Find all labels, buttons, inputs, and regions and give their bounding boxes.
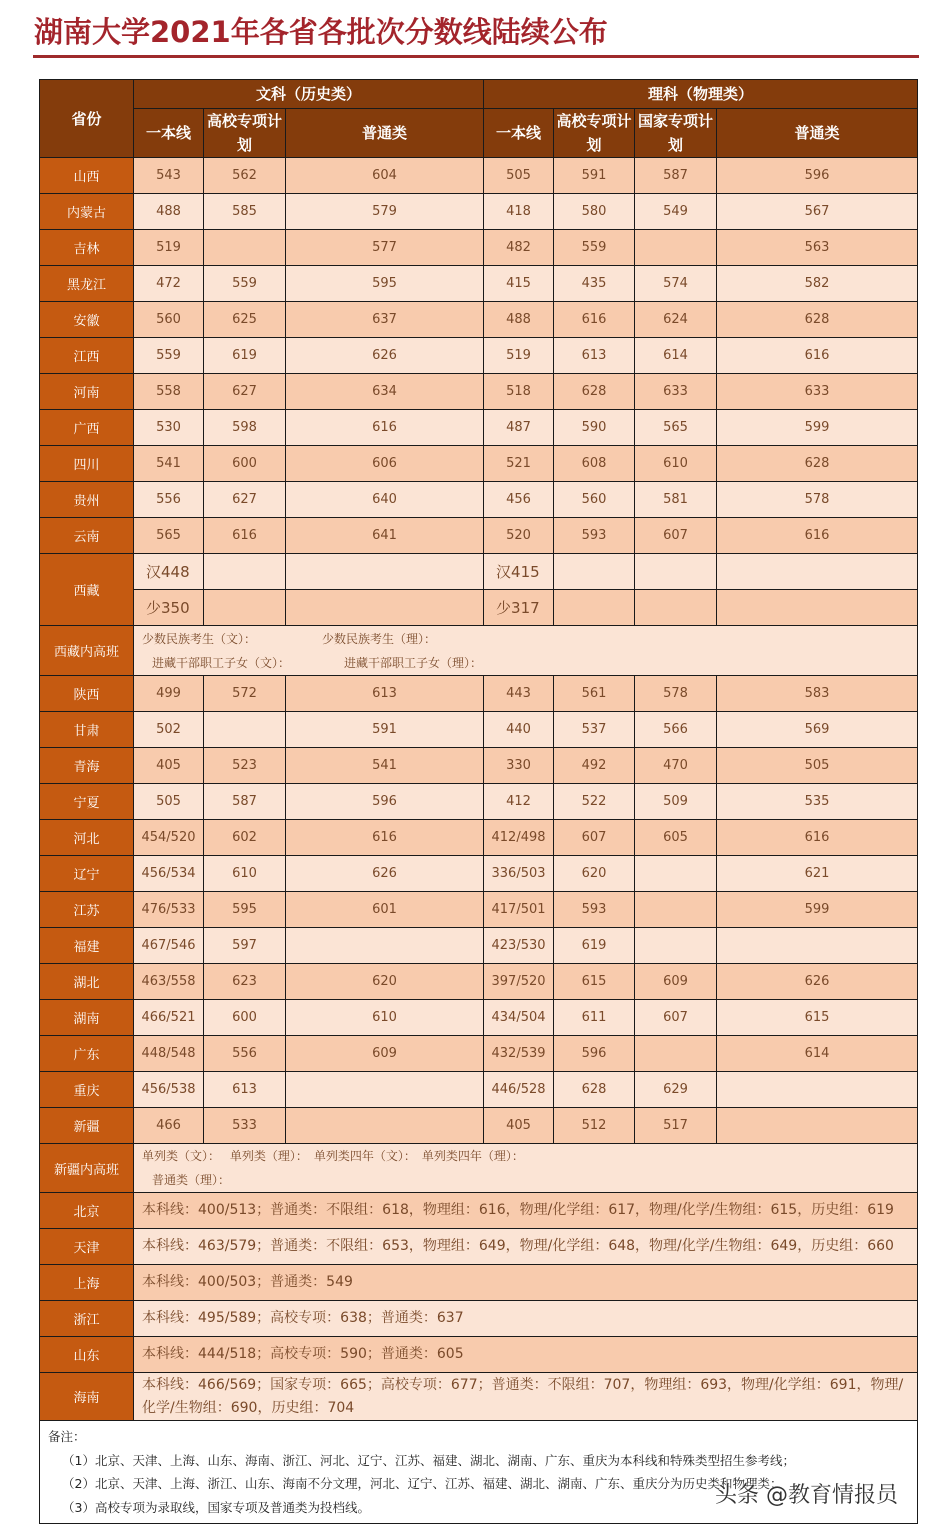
- province-name: 江苏: [40, 892, 134, 928]
- table-cell: 595: [204, 892, 286, 928]
- province-name: 上海: [40, 1265, 134, 1301]
- table-cell: 602: [204, 820, 286, 856]
- table-cell: 579: [286, 194, 484, 230]
- table-cell: 596: [717, 158, 918, 194]
- table-cell: 619: [204, 338, 286, 374]
- table-row: [40, 1193, 918, 1229]
- table-cell: 590: [554, 410, 635, 446]
- table-row: [40, 518, 918, 554]
- province-name: 广东: [40, 1036, 134, 1072]
- table-row: [40, 1036, 918, 1072]
- table-cell: 565: [134, 518, 204, 554]
- table-row: [40, 194, 918, 230]
- table-row: [40, 892, 918, 928]
- table-cell: 595: [286, 266, 484, 302]
- table-cell: 599: [717, 892, 918, 928]
- table-cell: 556: [134, 482, 204, 518]
- table-cell: 616: [286, 820, 484, 856]
- table-cell: 467/546: [134, 928, 204, 964]
- score-summary: 本科线：495/589；高校专项：638；普通类：637: [134, 1301, 918, 1337]
- table-cell: [717, 590, 918, 626]
- table-cell: 512: [554, 1108, 635, 1144]
- xinjiang-class-line: 单列类（文）： 单列类（理）： 单列类四年（文）： 单列类四年（理）：: [142, 1149, 524, 1163]
- table-cell: 607: [635, 1000, 717, 1036]
- table-cell: 560: [554, 482, 635, 518]
- table-cell: 505: [717, 748, 918, 784]
- table-row: [40, 446, 918, 482]
- table-cell: 541: [134, 446, 204, 482]
- table-cell: 624: [635, 302, 717, 338]
- province-name: 甘肃: [40, 712, 134, 748]
- province-name: 云南: [40, 518, 134, 554]
- table-cell: 591: [286, 712, 484, 748]
- table-cell: 633: [635, 374, 717, 410]
- table-cell: 609: [286, 1036, 484, 1072]
- table-cell: 423/530: [484, 928, 554, 964]
- table-cell: 593: [554, 892, 635, 928]
- table-cell: 637: [286, 302, 484, 338]
- table-cell: 466: [134, 1108, 204, 1144]
- table-cell: 559: [554, 230, 635, 266]
- table-cell: [286, 590, 484, 626]
- province-name: 河北: [40, 820, 134, 856]
- table-cell: 448/548: [134, 1036, 204, 1072]
- province-name: 吉林: [40, 230, 134, 266]
- table-cell: 440: [484, 712, 554, 748]
- table-cell: 556: [204, 1036, 286, 1072]
- table-cell: 629: [635, 1072, 717, 1108]
- header-li-col: 高校专项计划: [554, 109, 635, 158]
- table-cell: 616: [286, 410, 484, 446]
- table-cell: 454/520: [134, 820, 204, 856]
- table-cell: 432/539: [484, 1036, 554, 1072]
- table-cell: 593: [554, 518, 635, 554]
- table-cell: 596: [554, 1036, 635, 1072]
- table-cell: 530: [134, 410, 204, 446]
- table-cell: 601: [286, 892, 484, 928]
- table-cell: 605: [635, 820, 717, 856]
- table-cell: 627: [204, 374, 286, 410]
- table-cell: 613: [554, 338, 635, 374]
- table-cell: [204, 554, 286, 590]
- table-row: [40, 302, 918, 338]
- header-province: 省份: [40, 80, 134, 158]
- table-row: [40, 482, 918, 518]
- province-name: 西藏: [40, 554, 134, 626]
- table-cell: 616: [204, 518, 286, 554]
- table-cell: [635, 590, 717, 626]
- province-name: 浙江: [40, 1301, 134, 1337]
- province-name: 青海: [40, 748, 134, 784]
- province-name: 新疆: [40, 1108, 134, 1144]
- table-cell: 633: [717, 374, 918, 410]
- table-cell: [554, 554, 635, 590]
- table-cell: 561: [554, 676, 635, 712]
- province-name: 安徽: [40, 302, 134, 338]
- table-cell: 405: [134, 748, 204, 784]
- tibet-class-line: 少数民族考生（文）： 少数民族考生（理）：: [142, 631, 437, 646]
- header-li-col: 普通类: [717, 109, 918, 158]
- table-cell: 628: [554, 374, 635, 410]
- table-row: [40, 676, 918, 712]
- province-name: 陕西: [40, 676, 134, 712]
- table-cell: 505: [134, 784, 204, 820]
- table-cell: [635, 554, 717, 590]
- table-cell: 607: [554, 820, 635, 856]
- table-row: [40, 338, 918, 374]
- table-cell: 616: [717, 338, 918, 374]
- table-row: [40, 1000, 918, 1036]
- table-cell: [286, 1108, 484, 1144]
- header-wen-col: 高校专项计划: [204, 109, 286, 158]
- table-cell: 470: [635, 748, 717, 784]
- table-cell: 610: [204, 856, 286, 892]
- table-row: [40, 1301, 918, 1337]
- table-cell: 522: [554, 784, 635, 820]
- province-name: 黑龙江: [40, 266, 134, 302]
- xinjiang-class-cell: [134, 1144, 918, 1193]
- table-cell: 517: [635, 1108, 717, 1144]
- table-cell: 559: [204, 266, 286, 302]
- table-row: [40, 964, 918, 1000]
- province-name: 海南: [40, 1373, 134, 1421]
- table-cell: 502: [134, 712, 204, 748]
- table-cell: 559: [134, 338, 204, 374]
- header-li-col: 一本线: [484, 109, 554, 158]
- province-name: 江西: [40, 338, 134, 374]
- table-cell: 621: [717, 856, 918, 892]
- province-name: 天津: [40, 1229, 134, 1265]
- table-cell: 463/558: [134, 964, 204, 1000]
- table-cell: 581: [635, 482, 717, 518]
- table-cell: [286, 928, 484, 964]
- table-cell: 598: [204, 410, 286, 446]
- table-cell: 482: [484, 230, 554, 266]
- table-cell: 417/501: [484, 892, 554, 928]
- table-cell: 487: [484, 410, 554, 446]
- table-row: [40, 626, 918, 676]
- table-cell: 596: [286, 784, 484, 820]
- table-cell: 412: [484, 784, 554, 820]
- table-cell: 446/528: [484, 1072, 554, 1108]
- table-cell: 472: [134, 266, 204, 302]
- table-cell: 466/521: [134, 1000, 204, 1036]
- table-cell: 418: [484, 194, 554, 230]
- page-title: 湖南大学2021年各省各批次分数线陆续公布: [34, 15, 608, 49]
- header-wen-col: 普通类: [286, 109, 484, 158]
- table-cell: 626: [717, 964, 918, 1000]
- table-cell: 505: [484, 158, 554, 194]
- table-row: [40, 590, 918, 626]
- table-row: [40, 410, 918, 446]
- table-cell: 549: [635, 194, 717, 230]
- table-cell: 492: [554, 748, 635, 784]
- table-cell: 535: [717, 784, 918, 820]
- table-cell: 456/538: [134, 1072, 204, 1108]
- table-cell: 609: [635, 964, 717, 1000]
- table-row: [40, 266, 918, 302]
- table-cell: 606: [286, 446, 484, 482]
- table-row: [40, 784, 918, 820]
- table-cell: 518: [484, 374, 554, 410]
- note-item: （2）北京、天津、上海、浙江、山东、海南不分文理，河北、辽宁、江苏、福建、湖北、湖南、广东、重庆分为历史类和物理类；: [62, 1476, 783, 1491]
- province-name: 福建: [40, 928, 134, 964]
- table-cell: 541: [286, 748, 484, 784]
- table-cell: 615: [554, 964, 635, 1000]
- table-cell: 628: [554, 1072, 635, 1108]
- table-cell: 537: [554, 712, 635, 748]
- province-name: 北京: [40, 1193, 134, 1229]
- table-cell: [717, 554, 918, 590]
- table-cell: 613: [286, 676, 484, 712]
- table-cell: 567: [717, 194, 918, 230]
- table-cell: 443: [484, 676, 554, 712]
- table-cell: [717, 928, 918, 964]
- table-cell: [635, 1036, 717, 1072]
- table-cell: 620: [554, 856, 635, 892]
- province-name: 贵州: [40, 482, 134, 518]
- table-cell: 619: [554, 928, 635, 964]
- table-cell: 543: [134, 158, 204, 194]
- table-cell: [635, 856, 717, 892]
- table-cell: 616: [717, 820, 918, 856]
- province-name: 辽宁: [40, 856, 134, 892]
- table-cell: 604: [286, 158, 484, 194]
- table-cell: 560: [134, 302, 204, 338]
- table-cell: 574: [635, 266, 717, 302]
- table-row: [40, 1337, 918, 1373]
- table-cell: 519: [484, 338, 554, 374]
- title-divider: [33, 55, 919, 58]
- table-row: [40, 856, 918, 892]
- table-cell: 625: [204, 302, 286, 338]
- table-row: [40, 374, 918, 410]
- table-cell: 578: [717, 482, 918, 518]
- table-cell: [286, 554, 484, 590]
- table-cell: [635, 892, 717, 928]
- table-cell: 641: [286, 518, 484, 554]
- table-row: [40, 1229, 918, 1265]
- table-cell: 499: [134, 676, 204, 712]
- table-cell: 521: [484, 446, 554, 482]
- table-cell: 汉448: [134, 554, 204, 590]
- table-cell: 412/498: [484, 820, 554, 856]
- table-cell: 520: [484, 518, 554, 554]
- table-row: [40, 748, 918, 784]
- table-cell: 509: [635, 784, 717, 820]
- table-cell: 626: [286, 856, 484, 892]
- table-cell: 523: [204, 748, 286, 784]
- table-cell: 562: [204, 158, 286, 194]
- table-cell: 563: [717, 230, 918, 266]
- table-cell: 616: [554, 302, 635, 338]
- score-summary: 本科线：444/518；高校专项：590；普通类：605: [134, 1337, 918, 1373]
- table-cell: 587: [635, 158, 717, 194]
- table-cell: 572: [204, 676, 286, 712]
- watermark: 头条 @教育情报员: [715, 1483, 898, 1508]
- table-cell: 415: [484, 266, 554, 302]
- table-cell: 616: [717, 518, 918, 554]
- table-cell: 600: [204, 1000, 286, 1036]
- table-row: [40, 1144, 918, 1193]
- table-cell: 610: [286, 1000, 484, 1036]
- province-name: 新疆内高班: [40, 1144, 134, 1193]
- table-cell: 613: [204, 1072, 286, 1108]
- table-cell: 597: [204, 928, 286, 964]
- table-cell: [717, 1072, 918, 1108]
- table-cell: 615: [717, 1000, 918, 1036]
- province-name: 重庆: [40, 1072, 134, 1108]
- table-cell: 533: [204, 1108, 286, 1144]
- province-name: 湖南: [40, 1000, 134, 1036]
- header-li: 理科（物理类）: [484, 80, 918, 109]
- table-cell: 488: [484, 302, 554, 338]
- note-item: （1）北京、天津、上海、山东、海南、浙江、河北、辽宁、江苏、福建、湖北、湖南、广东、重庆为本科线和特殊类型招生参考线；: [62, 1452, 795, 1468]
- table-row: [40, 1265, 918, 1301]
- score-summary: 本科线：466/569；国家专项：665；高校专项：677；普通类：不限组：707，物理组：693，物理/化学组：691，物理/化学/生物组：690，历史组：704: [134, 1373, 918, 1421]
- tibet-class-cell: [134, 626, 918, 676]
- table-cell: 580: [554, 194, 635, 230]
- table-cell: 610: [635, 446, 717, 482]
- table-cell: 405: [484, 1108, 554, 1144]
- score-summary: 本科线：463/579；普通类：不限组：653，物理组：649，物理/化学组：648，物理/化学/生物组：649，历史组：660: [134, 1229, 918, 1265]
- table-cell: 578: [635, 676, 717, 712]
- notes-label: 备注：: [48, 1429, 86, 1444]
- province-name: 西藏内高班: [40, 626, 134, 676]
- table-cell: 330: [484, 748, 554, 784]
- xinjiang-class-line: 普通类（理）：: [152, 1173, 231, 1187]
- table-cell: 614: [635, 338, 717, 374]
- province-name: 河南: [40, 374, 134, 410]
- table-cell: 566: [635, 712, 717, 748]
- table-cell: [286, 1072, 484, 1108]
- table-cell: 628: [717, 446, 918, 482]
- province-name: 山东: [40, 1337, 134, 1373]
- table-cell: 558: [134, 374, 204, 410]
- table-cell: [204, 712, 286, 748]
- province-name: 广西: [40, 410, 134, 446]
- table-cell: 汉415: [484, 554, 554, 590]
- table-cell: 569: [717, 712, 918, 748]
- table-cell: 614: [717, 1036, 918, 1072]
- table-row: [40, 928, 918, 964]
- table-row: [40, 1108, 918, 1144]
- table-cell: 623: [204, 964, 286, 1000]
- table-cell: 587: [204, 784, 286, 820]
- tibet-class-line: 进藏干部职工子女（文）： 进藏干部职工子女（理）：: [152, 655, 483, 670]
- table-cell: [554, 590, 635, 626]
- score-summary: 本科线：400/503；普通类：549: [134, 1265, 918, 1301]
- table-cell: 585: [204, 194, 286, 230]
- table-row: [40, 1373, 918, 1421]
- table-cell: 608: [554, 446, 635, 482]
- table-cell: 577: [286, 230, 484, 266]
- table-row: [40, 1072, 918, 1108]
- table-cell: 519: [134, 230, 204, 266]
- header-wen: 文科（历史类）: [134, 80, 484, 109]
- province-name: 内蒙古: [40, 194, 134, 230]
- table-row: [40, 554, 918, 590]
- table-cell: 599: [717, 410, 918, 446]
- table-row: [40, 158, 918, 194]
- table-cell: [204, 230, 286, 266]
- province-name: 宁夏: [40, 784, 134, 820]
- table-cell: 476/533: [134, 892, 204, 928]
- table-cell: 456: [484, 482, 554, 518]
- province-name: 湖北: [40, 964, 134, 1000]
- table-cell: 626: [286, 338, 484, 374]
- table-cell: 620: [286, 964, 484, 1000]
- table-row: [40, 712, 918, 748]
- table-cell: 607: [635, 518, 717, 554]
- table-cell: 628: [717, 302, 918, 338]
- table-cell: 583: [717, 676, 918, 712]
- score-table: [39, 79, 918, 1524]
- table-cell: 434/504: [484, 1000, 554, 1036]
- table-cell: [717, 1108, 918, 1144]
- header-wen-col: 一本线: [134, 109, 204, 158]
- table-cell: 488: [134, 194, 204, 230]
- score-summary: 本科线：400/513；普通类：不限组：618，物理组：616，物理/化学组：617，物理/化学/生物组：615，历史组：619: [134, 1193, 918, 1229]
- header-li-col: 国家专项计划: [635, 109, 717, 158]
- table-cell: 640: [286, 482, 484, 518]
- table-cell: 397/520: [484, 964, 554, 1000]
- table-cell: 少317: [484, 590, 554, 626]
- table-cell: 565: [635, 410, 717, 446]
- table-row: [40, 230, 918, 266]
- table-cell: 少350: [134, 590, 204, 626]
- table-row: [40, 820, 918, 856]
- table-cell: 591: [554, 158, 635, 194]
- table-cell: [635, 928, 717, 964]
- table-cell: 435: [554, 266, 635, 302]
- table-cell: 627: [204, 482, 286, 518]
- table-cell: 611: [554, 1000, 635, 1036]
- table-cell: 336/503: [484, 856, 554, 892]
- table-cell: [635, 230, 717, 266]
- note-item: （3）高校专项为录取线，国家专项及普通类为投档线。: [62, 1499, 370, 1515]
- table-cell: [204, 590, 286, 626]
- table-cell: 456/534: [134, 856, 204, 892]
- province-name: 四川: [40, 446, 134, 482]
- table-cell: 634: [286, 374, 484, 410]
- table-cell: 582: [717, 266, 918, 302]
- province-name: 山西: [40, 158, 134, 194]
- table-cell: 600: [204, 446, 286, 482]
